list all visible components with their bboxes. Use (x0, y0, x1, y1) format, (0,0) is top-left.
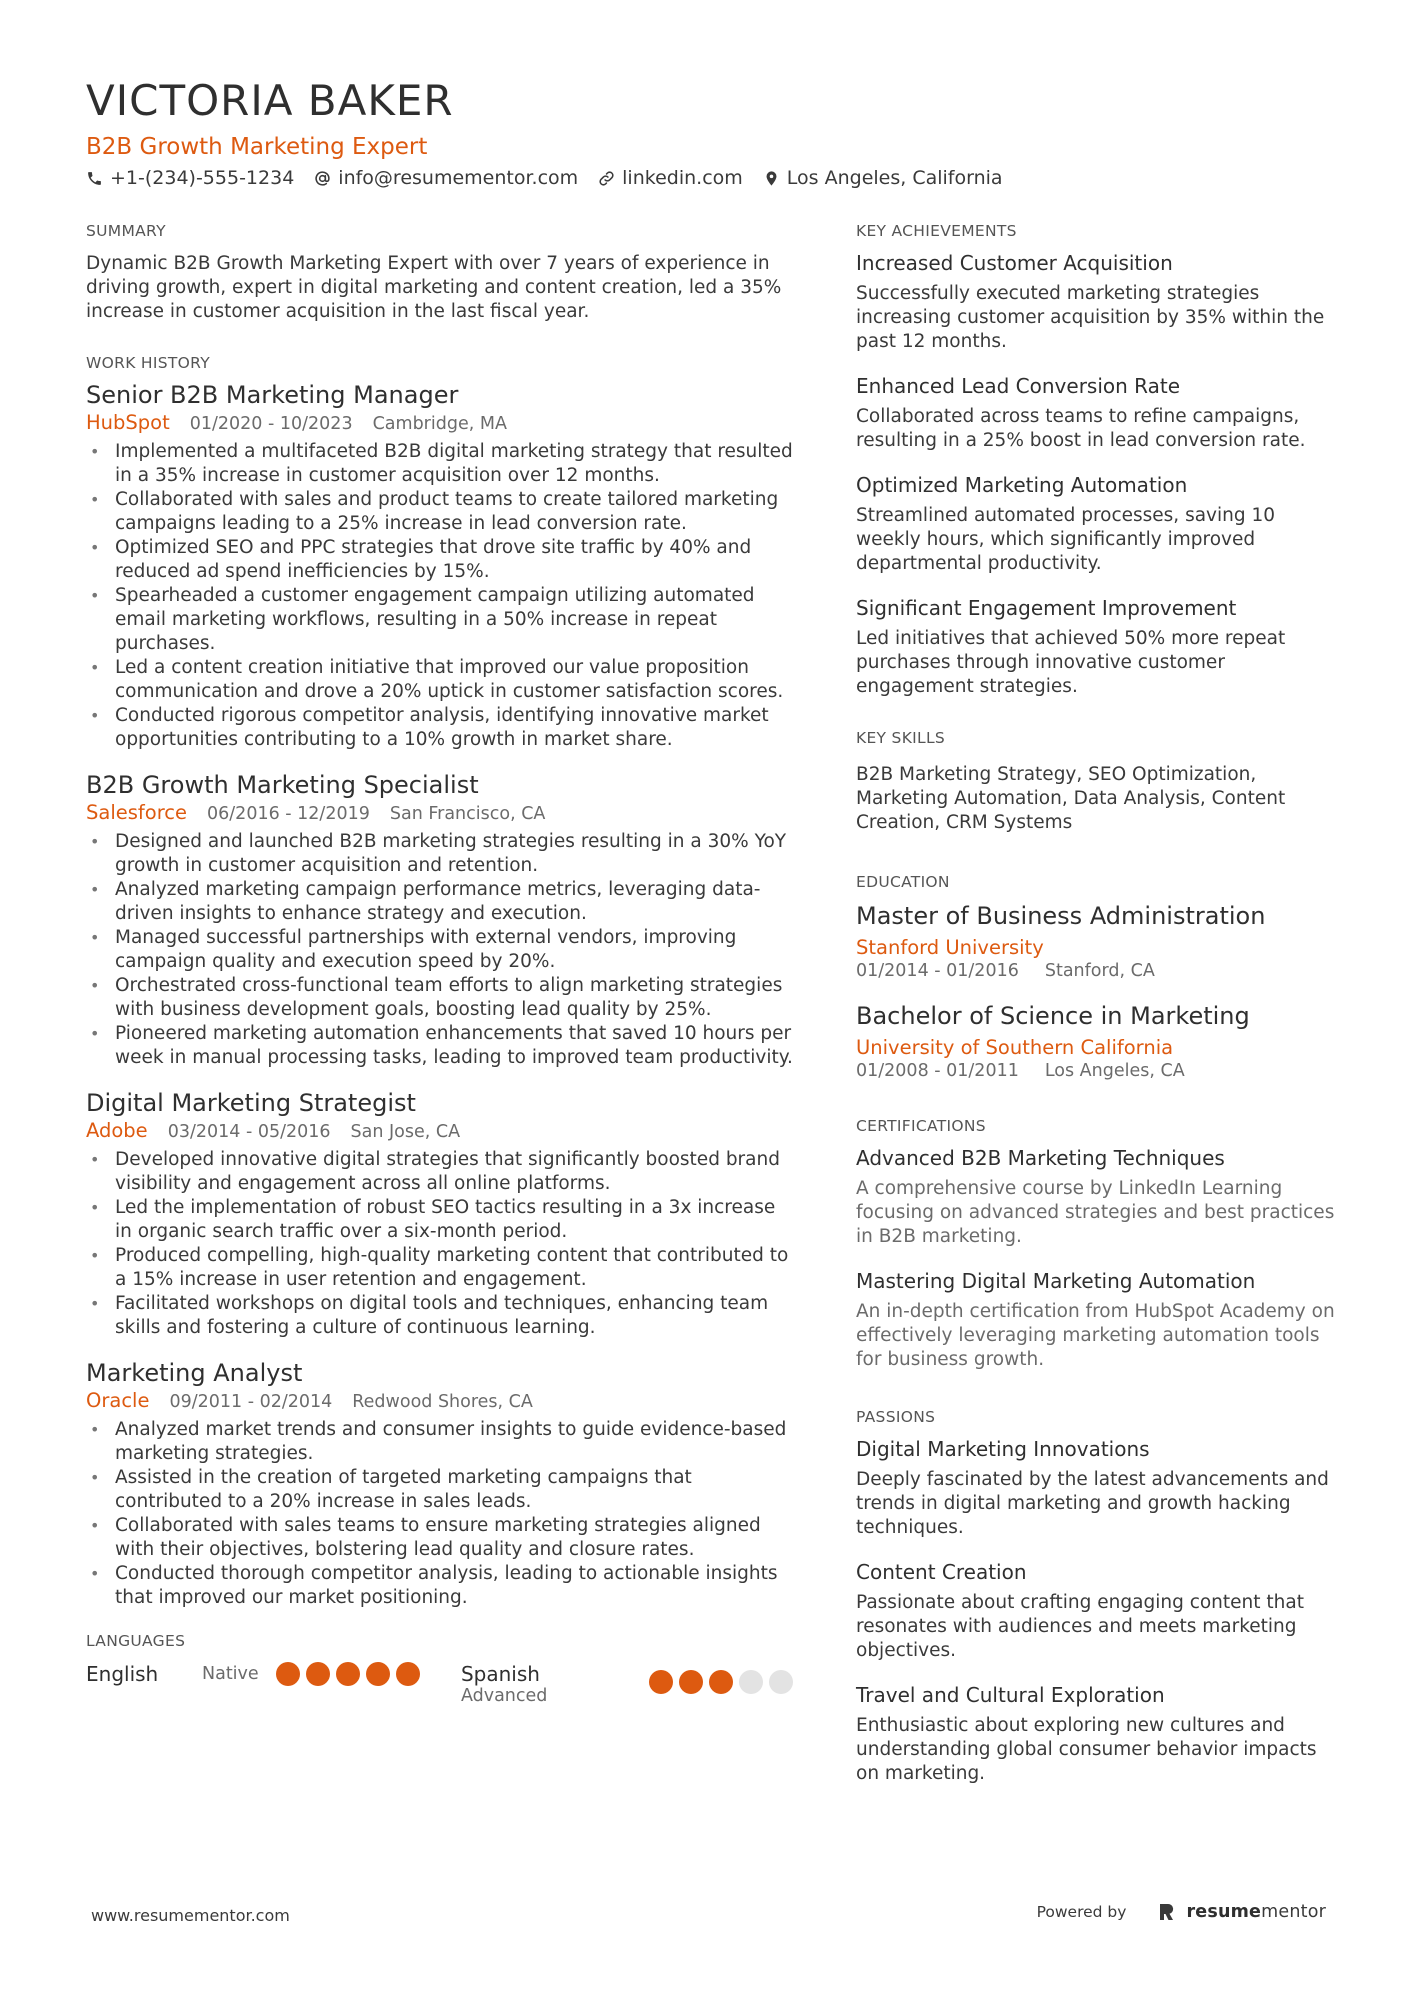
job-bullets (86, 830, 796, 1070)
bullet-text: Optimized SEO and PPC strategies that drove site traffic by 40% and reduced ad spend inefficiencies by 15%. (115, 537, 752, 582)
bullet-text: Collaborated with sales and product teams to create tailored marketing campaigns leading to a 25% increase in lead conversion rate. (115, 489, 779, 534)
education-location: Stanford, CA (1044, 961, 1155, 981)
bullet-text: Spearheaded a customer engagement campaign utilizing automated email marketing workflows, resulting in a 50% increase in repeat purchases. (115, 585, 755, 654)
certifications-section (856, 1117, 1336, 1372)
candidate-title: B2B Growth Marketing Expert (86, 134, 428, 160)
job-location: Redwood Shores, CA (352, 1392, 533, 1412)
achievements-item (856, 472, 1336, 576)
contact-bar (86, 164, 1003, 192)
job-meta (86, 411, 796, 434)
passions-title: Content Creation (856, 1560, 1027, 1584)
job-entry (86, 770, 796, 1070)
bullet-text: Assisted in the creation of targeted marketing campaigns that contributed to a 20% increase in sales leads. (115, 1467, 692, 1512)
job-dates: 06/2016 - 12/2019 (207, 804, 370, 824)
certifications-desc: An in-depth certification from HubSpot Academy on effectively leveraging marketing automation tools for business growth. (856, 1301, 1335, 1370)
education-dates: 01/2014 - 01/2016 (856, 961, 1019, 981)
bullet-dot: • (90, 1024, 100, 1043)
email-text: info@resumementor.com (338, 167, 579, 189)
passions-item (856, 1682, 1336, 1786)
bullet-text: Produced compelling, high-quality marketing content that contributed to a 15% increase in user retention and engagement. (115, 1245, 789, 1290)
bullet-dot: • (90, 976, 100, 995)
language-name: Spanish (460, 1662, 540, 1686)
passions-desc: Passionate about crafting engaging content that resonates with audiences and meets marketing objectives. (856, 1592, 1304, 1661)
language-level: Advanced (460, 1686, 548, 1706)
rating-dot (366, 1662, 390, 1686)
language-item (86, 1662, 461, 1706)
languages-section (86, 1632, 796, 1706)
certifications-item (856, 1145, 1336, 1249)
brand-name (1186, 1902, 1326, 1922)
job-dates: 03/2014 - 05/2016 (167, 1122, 331, 1142)
achievement-list (856, 250, 1336, 699)
summary-section (86, 222, 796, 324)
achievements-section (856, 222, 1336, 699)
summary-text: Dynamic B2B Growth Marketing Expert with over 7 years of experience in driving growth, expert in digital marketing and content creation, led a 35% increase in customer acquisition in the last fiscal year. (86, 253, 782, 322)
bullet-dot: • (90, 658, 100, 677)
bullet-text: Led the implementation of robust SEO tactics resulting in a 3x increase in organic search traffic over a six-month period. (115, 1197, 776, 1242)
rating-dot (649, 1670, 673, 1694)
passions-title: Digital Marketing Innovations (856, 1437, 1150, 1461)
bullet-dot: • (90, 490, 100, 509)
skills-heading: KEY SKILLS (856, 729, 946, 747)
education-item (856, 901, 1336, 981)
bullet-text: Led a content creation initiative that improved our value proposition communication and drove a 20% uptick in customer satisfaction scores. (115, 657, 784, 702)
powered-by-label: Powered by (1036, 1903, 1127, 1921)
bullet-item (86, 974, 796, 1022)
language-rating (649, 1670, 793, 1694)
bullet-text: Implemented a multifaceted B2B digital marketing strategy that resulted in a 35% increase in customer acquisition over 12 months. (115, 441, 793, 486)
certification-list (856, 1145, 1336, 1372)
job-title: B2B Growth Marketing Specialist (86, 771, 479, 799)
passions-desc: Enthusiastic about exploring new cultures and understanding global consumer behavior impacts on marketing. (856, 1715, 1317, 1784)
rating-dot (396, 1662, 420, 1686)
phone-icon (86, 170, 103, 187)
job-entry (86, 1088, 796, 1340)
skills-section (856, 729, 1336, 835)
brand-name-bold: resume (1186, 1902, 1262, 1922)
degree-title: Bachelor of Science in Marketing (856, 1002, 1250, 1030)
achievements-title: Significant Engagement Improvement (856, 596, 1237, 620)
certifications-heading: CERTIFICATIONS (856, 1117, 986, 1135)
job-bullets (86, 1148, 796, 1340)
school-name: Stanford University (856, 936, 1044, 959)
brand-name-rest: mentor (1261, 1902, 1326, 1922)
education-dates: 01/2008 - 01/2011 (856, 1061, 1019, 1081)
bullet-item (86, 830, 796, 878)
job-title: Marketing Analyst (86, 1359, 303, 1387)
bullet-text: Analyzed market trends and consumer insights to guide evidence-based marketing strategies. (115, 1419, 787, 1464)
bullet-item (86, 1148, 796, 1196)
achievements-title: Increased Customer Acquisition (856, 251, 1173, 275)
rating-dot (336, 1662, 360, 1686)
language-rating (276, 1662, 420, 1686)
achievements-desc: Led initiatives that achieved 50% more repeat purchases through innovative customer engagement strategies. (856, 628, 1286, 697)
left-column (86, 222, 796, 1736)
achievements-title: Enhanced Lead Conversion Rate (856, 374, 1181, 398)
contact-location (763, 167, 1003, 189)
bullet-dot: • (90, 832, 100, 851)
job-meta (86, 801, 796, 824)
job-bullets (86, 440, 796, 752)
bullet-dot: • (90, 586, 100, 605)
bullet-dot: • (90, 928, 100, 947)
job-dates: 09/2011 - 02/2014 (169, 1392, 333, 1412)
language-item (461, 1662, 796, 1706)
bullet-text: Conducted rigorous competitor analysis, identifying innovative market opportunities contributing to a 10% growth in market share. (115, 705, 769, 750)
bullet-item (86, 704, 796, 752)
bullet-text: Facilitated workshops on digital tools and techniques, enhancing team skills and fostering a culture of continuous learning. (115, 1293, 769, 1338)
bullet-text: Managed successful partnerships with external vendors, improving campaign quality and execution speed by 20%. (115, 927, 737, 972)
passions-item (856, 1436, 1336, 1540)
job-list (86, 380, 796, 1610)
job-location: San Francisco, CA (389, 804, 546, 824)
bullet-dot: • (90, 1150, 100, 1169)
bullet-text: Analyzed marketing campaign performance metrics, leveraging data-driven insights to enhance strategy and execution. (115, 879, 761, 924)
bullet-dot: • (90, 1198, 100, 1217)
job-meta (86, 1119, 796, 1142)
language-name: English (86, 1662, 159, 1686)
bullet-dot: • (90, 538, 100, 557)
achievements-item (856, 595, 1336, 699)
degree-title: Master of Business Administration (856, 902, 1266, 930)
passions-desc: Deeply fascinated by the latest advancements and trends in digital marketing and growth hacking techniques. (856, 1469, 1329, 1538)
job-dates: 01/2020 - 10/2023 (189, 414, 353, 434)
passion-list (856, 1436, 1336, 1786)
bullet-item (86, 656, 796, 704)
education-meta (856, 1061, 1336, 1081)
bullet-dot: • (90, 442, 100, 461)
job-bullets (86, 1418, 796, 1610)
footer-website[interactable]: www.resumementor.com (91, 1906, 290, 1925)
certifications-title: Advanced B2B Marketing Techniques (856, 1146, 1225, 1170)
location-pin-icon (763, 170, 780, 187)
education-list (856, 901, 1336, 1081)
education-section (856, 873, 1336, 1081)
link-icon (598, 170, 615, 187)
job-entry (86, 380, 796, 752)
bullet-dot: • (90, 1468, 100, 1487)
education-meta (856, 961, 1336, 981)
bullet-item (86, 1244, 796, 1292)
bullet-dot: • (90, 1246, 100, 1265)
achievements-desc: Collaborated across teams to refine campaigns, resulting in a 25% boost in lead conversion rate. (856, 406, 1306, 451)
bullet-dot: • (90, 1294, 100, 1313)
at-icon (314, 170, 331, 187)
bullet-dot: • (90, 706, 100, 725)
bullet-dot: • (90, 1516, 100, 1535)
job-title: Senior B2B Marketing Manager (86, 381, 459, 409)
bullet-text: Pioneered marketing automation enhancements that saved 10 hours per week in manual processing tasks, leading to improved team productivity. (115, 1023, 793, 1068)
passions-title: Travel and Cultural Exploration (856, 1683, 1165, 1707)
languages-heading: LANGUAGES (86, 1632, 186, 1650)
education-item (856, 1001, 1336, 1081)
footer-branding (1037, 1902, 1326, 1922)
bullet-item (86, 1196, 796, 1244)
contact-email[interactable] (314, 167, 578, 189)
right-column (856, 222, 1336, 1816)
bullet-item (86, 584, 796, 656)
bullet-text: Conducted thorough competitor analysis, leading to actionable insights that improved our market positioning. (115, 1563, 778, 1608)
bullet-dot: • (90, 1420, 100, 1439)
rating-dot (306, 1662, 330, 1686)
job-location: Cambridge, MA (372, 414, 507, 434)
bullet-item (86, 1562, 796, 1610)
company-name: Salesforce (86, 801, 188, 824)
bullet-item (86, 536, 796, 584)
bullet-dot: • (90, 1564, 100, 1583)
contact-linkedin[interactable] (598, 167, 743, 189)
achievements-desc: Streamlined automated processes, saving 10 weekly hours, which significantly improved departmental productivity. (856, 505, 1276, 574)
achievements-desc: Successfully executed marketing strategies increasing customer acquisition by 35% within the past 12 months. (856, 283, 1325, 352)
job-meta (86, 1389, 796, 1412)
job-location: San Jose, CA (350, 1122, 461, 1142)
bullet-text: Orchestrated cross-functional team efforts to align marketing strategies with business development goals, boosting lead quality by 25%. (115, 975, 783, 1020)
certifications-title: Mastering Digital Marketing Automation (856, 1269, 1256, 1293)
bullet-dot: • (90, 880, 100, 899)
bullet-item (86, 926, 796, 974)
bullet-text: Designed and launched B2B marketing strategies resulting in a 30% YoY growth in customer acquisition and retention. (115, 831, 787, 876)
passions-heading: PASSIONS (856, 1408, 936, 1426)
summary-heading: SUMMARY (86, 222, 166, 240)
rating-dot (276, 1662, 300, 1686)
certifications-item (856, 1268, 1336, 1372)
rating-dot (739, 1670, 763, 1694)
work-history-heading: WORK HISTORY (86, 354, 210, 372)
skills-text: B2B Marketing Strategy, SEO Optimization, Marketing Automation, Data Analysis, Content Creation, CRM Systems (856, 764, 1286, 833)
passions-section (856, 1408, 1336, 1786)
bullet-item (86, 440, 796, 488)
achievements-item (856, 373, 1336, 453)
bullet-item (86, 488, 796, 536)
bullet-item (86, 1022, 796, 1070)
language-level: Native (202, 1664, 259, 1684)
rating-dot (709, 1670, 733, 1694)
company-name: Adobe (86, 1119, 148, 1142)
achievements-heading: KEY ACHIEVEMENTS (856, 222, 1017, 240)
achievements-title: Optimized Marketing Automation (856, 473, 1188, 497)
school-name: University of Southern California (856, 1036, 1174, 1059)
bullet-item (86, 1418, 796, 1466)
certifications-desc: A comprehensive course by LinkedIn Learning focusing on advanced strategies and best practices in B2B marketing. (856, 1178, 1335, 1247)
rating-dot (679, 1670, 703, 1694)
job-entry (86, 1358, 796, 1610)
bullet-item (86, 1466, 796, 1514)
phone-text: +1-(234)-555-1234 (110, 167, 295, 189)
contact-phone[interactable] (86, 167, 294, 189)
resumementor-logo-icon (1158, 1902, 1176, 1922)
bullet-item (86, 1292, 796, 1340)
achievements-item (856, 250, 1336, 354)
job-title: Digital Marketing Strategist (86, 1089, 416, 1117)
passions-item (856, 1559, 1336, 1663)
bullet-text: Developed innovative digital strategies that significantly boosted brand visibility and engagement across all online platforms. (115, 1149, 780, 1194)
candidate-name: VICTORIA BAKER (86, 76, 454, 125)
bullet-item (86, 878, 796, 926)
company-name: Oracle (86, 1389, 150, 1412)
rating-dot (769, 1670, 793, 1694)
work-history-section (86, 354, 796, 1610)
language-list (86, 1662, 796, 1706)
location-text: Los Angeles, California (786, 167, 1003, 189)
linkedin-text: linkedin.com (622, 167, 743, 189)
education-location: Los Angeles, CA (1044, 1061, 1185, 1081)
education-heading: EDUCATION (856, 873, 950, 891)
company-name: HubSpot (86, 411, 170, 434)
bullet-item (86, 1514, 796, 1562)
bullet-text: Collaborated with sales teams to ensure marketing strategies aligned with their objectives, bolstering lead quality and closure rates. (115, 1515, 761, 1560)
